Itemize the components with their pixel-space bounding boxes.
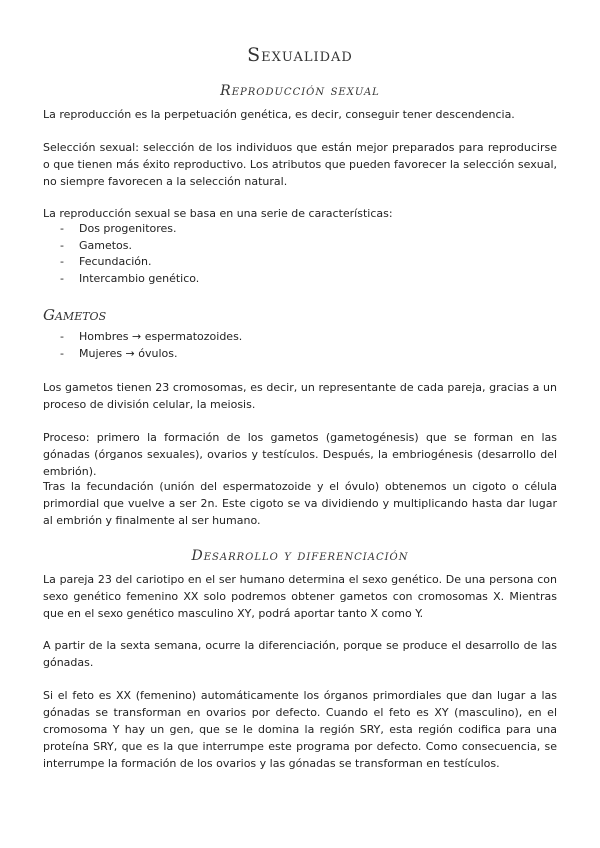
list-item: - Intercambio genético.	[43, 271, 199, 288]
paragraph: La pareja 23 del cariotipo en el ser humano determina el sexo genético. De una persona con sexo genético femenino XX solo podremos obtener gametos con cromosomas X. Mientras que en el sexo genético masculino XY, podrá aportar tanto X como Y.	[43, 573, 557, 620]
list-item: - Dos progenitores.	[43, 221, 199, 238]
paragraph: Si el feto es XX (femenino) automáticamente los órganos primordiales que dan lugar a las gónadas se transforman en ovarios por defecto. Cuando el feto es XY (masculino), en el cromosoma Y hay un gen, que se le domina la región SRY, esta región codifica para una proteína SRY, que es la que interrumpe este programa por defecto. Como consecuencia, se interrumpe la formación de los ovarios y las gónadas se transforman en testículos.	[43, 689, 557, 770]
list-item: - Fecundación.	[43, 254, 199, 271]
paragraph: La reproducción sexual se basa en una serie de características:	[43, 207, 393, 220]
section-heading-gametos: Gametos	[43, 306, 107, 324]
paragraph: Tras la fecundación (unión del espermatozoide y el óvulo) obtenemos un cigoto o célula primordial que vuelve a ser 2n. Este cigoto se va dividiendo y multiplicando hasta dar lugar al embrión y finalmente al ser humano.	[43, 480, 557, 527]
characteristics-list	[43, 221, 199, 287]
section-heading-reproduccion: Reproducción sexual	[220, 83, 380, 99]
paragraph: Los gametos tienen 23 cromosomas, es decir, un representante de cada pareja, gracias a un proceso de división celular, la meiosis.	[43, 381, 557, 411]
paragraph: Selección sexual: selección de los individuos que están mejor preparados para reproducirse o que tienen más éxito reproductivo. Los atributos que pueden favorecer la selección sexual, no siempre favorecen a la selección natural.	[43, 141, 557, 188]
page-title: Sexualidad	[247, 44, 353, 66]
paragraph: La reproducción es la perpetuación genética, es decir, conseguir tener descendencia.	[43, 108, 515, 121]
list-item: - Hombres → espermatozoides.	[43, 329, 242, 346]
paragraph: Proceso: primero la formación de los gametos (gametogénesis) que se forman en las gónadas (órganos sexuales), ovarios y testículos. Después, la embriogénesis (desarrollo del embrión).	[43, 431, 557, 478]
gametes-list	[43, 329, 242, 362]
list-item: - Gametos.	[43, 238, 199, 255]
section-heading-desarrollo: Desarrollo y diferenciación	[191, 548, 409, 564]
list-item: - Mujeres → óvulos.	[43, 346, 242, 363]
paragraph: A partir de la sexta semana, ocurre la diferenciación, porque se produce el desarrollo de las gónadas.	[43, 639, 557, 669]
